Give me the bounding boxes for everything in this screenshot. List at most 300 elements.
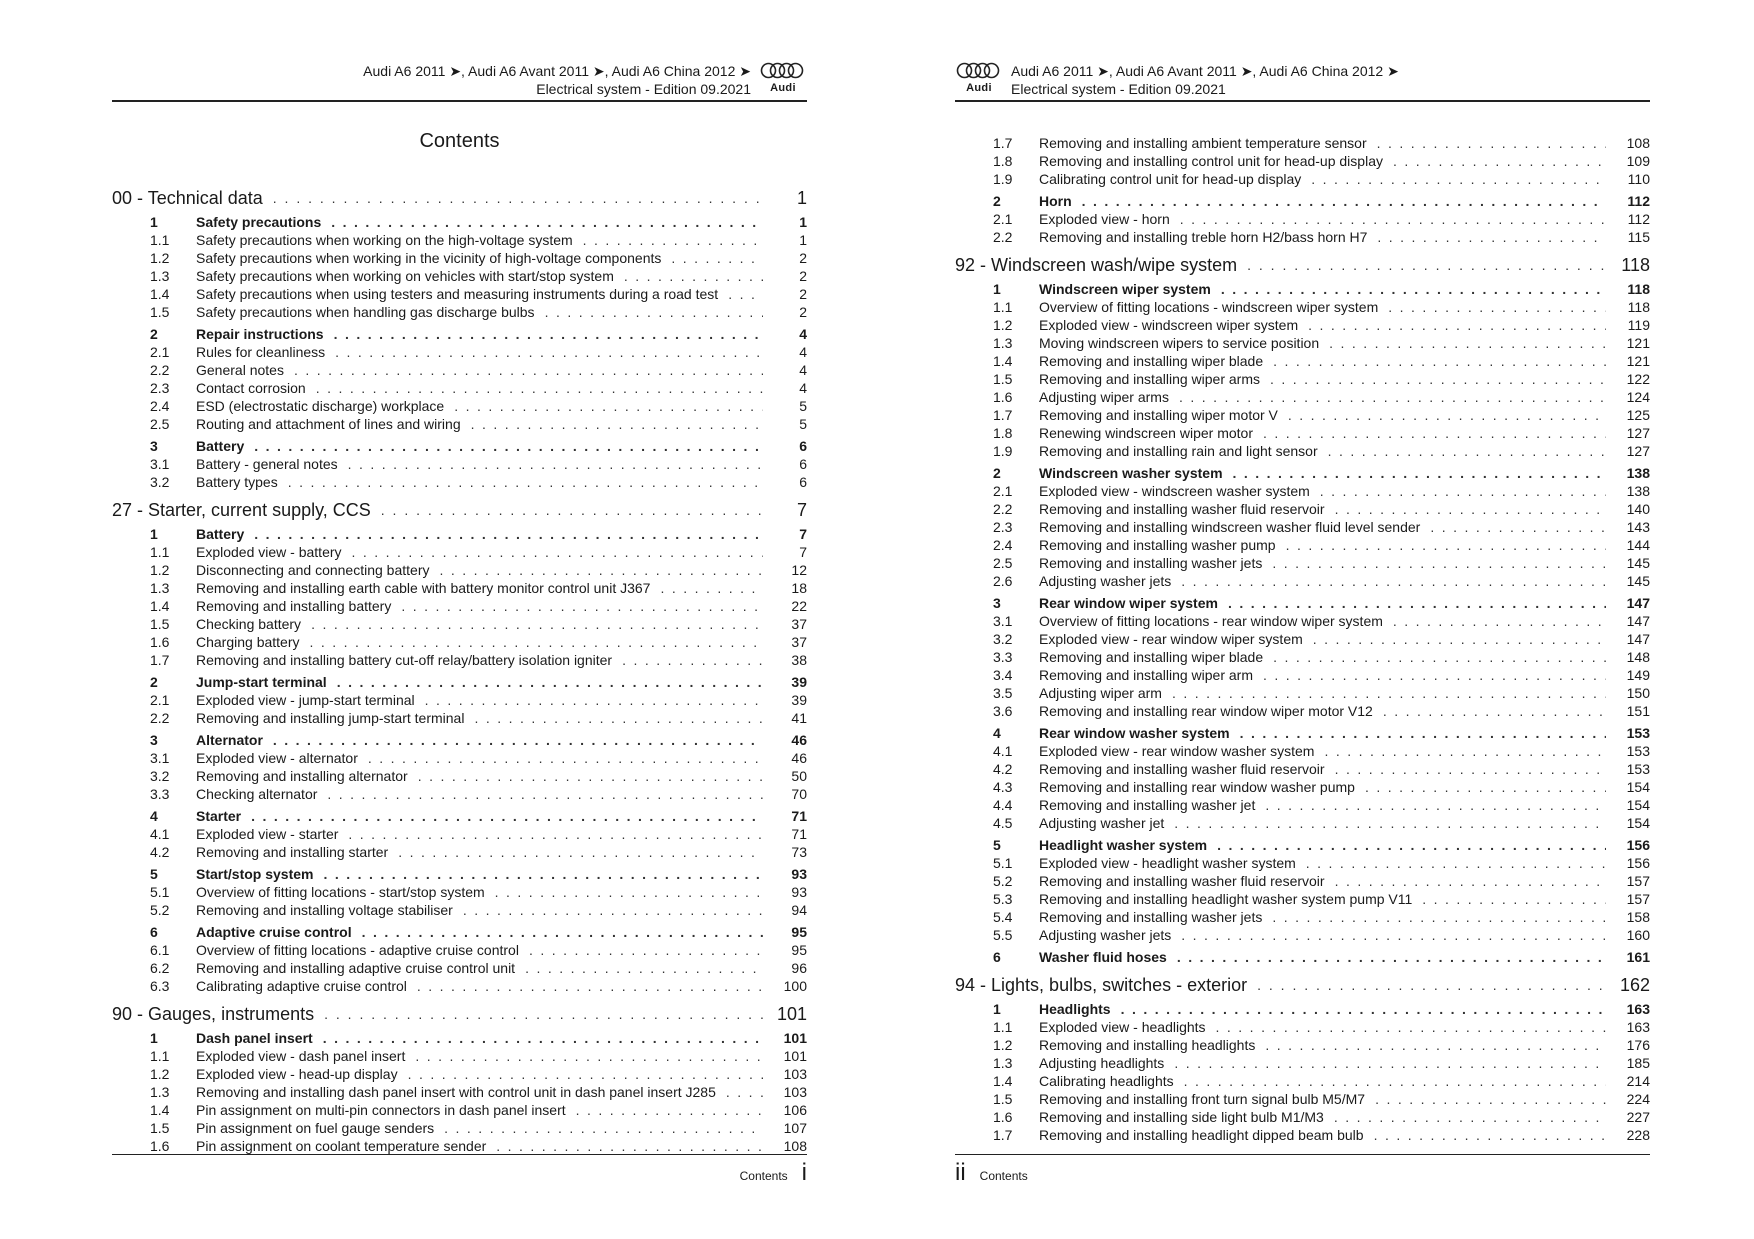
entry-title: Exploded view - headlight washer system [1039,855,1296,871]
entry-page: 46 [791,750,807,766]
entry-title: Washer fluid hoses [1039,949,1167,965]
dot-leader [381,499,763,521]
toc-entry[interactable] [112,231,807,249]
entry-title: Headlights [1039,1001,1111,1017]
toc-entry[interactable] [955,760,1650,778]
dot-leader [348,455,763,473]
toc-entry[interactable] [112,901,807,919]
entry-number: 4.1 [993,743,1013,759]
entry-page: 156 [1626,837,1650,853]
entry-page: 106 [783,1102,807,1118]
toc-list [112,179,807,1155]
entry-page: 18 [791,580,807,596]
entry-page: 70 [791,786,807,802]
entry-title: Charging battery [196,634,300,650]
dot-leader [418,767,763,785]
toc-entry[interactable] [112,691,807,709]
entry-page: 96 [791,960,807,976]
toc-section[interactable] [955,188,1650,210]
entry-title: Rear window washer system [1039,725,1230,741]
entry-number: 3.1 [150,750,170,766]
entry-title: Removing and installing alternator [196,768,408,784]
entry-page: 118 [1627,281,1650,297]
entry-number: 1.7 [993,135,1013,151]
dot-leader [1272,554,1606,572]
dot-leader [1286,536,1606,554]
entry-page: 37 [791,616,807,632]
dot-leader [1174,1054,1606,1072]
toc-entry[interactable] [955,778,1650,796]
toc-entry[interactable] [112,651,807,669]
toc-entry[interactable] [955,1072,1650,1090]
header-text [363,62,751,98]
entry-title: Adjusting wiper arm [1039,685,1162,701]
entry-number: 3.1 [993,613,1013,629]
entry-title: Adjusting washer jet [1039,815,1165,831]
toc-section[interactable] [112,521,807,543]
toc-chapter[interactable] [112,491,807,521]
entry-number: 1.8 [993,425,1013,441]
dot-leader [1308,316,1606,334]
dot-leader [323,1029,763,1047]
entry-page: 5 [799,416,807,432]
dot-leader [273,731,763,749]
toc-entry[interactable] [955,1036,1650,1054]
entry-title: 92 - Windscreen wash/wipe system [955,255,1238,275]
entry-number: 1.1 [993,1019,1013,1035]
dot-leader [324,1003,763,1025]
entry-page: 157 [1626,891,1650,907]
entry-title: Horn [1039,193,1072,209]
entry-number: 1.4 [150,598,170,614]
entry-number: 1 [150,526,158,542]
toc-entry[interactable] [955,210,1650,228]
toc-entry[interactable] [955,352,1650,370]
toc-entry[interactable] [112,597,807,615]
entry-page: 176 [1626,1037,1650,1053]
toc-section[interactable] [112,919,807,941]
dot-leader [417,977,763,995]
toc-entry[interactable] [955,648,1650,666]
toc-entry[interactable] [955,908,1650,926]
toc-section[interactable] [112,669,807,691]
entry-page: 160 [1626,927,1650,943]
entry-number: 1.5 [150,616,170,632]
entry-page: 38 [791,652,807,668]
entry-title: Removing and installing ambient temperature sensor [1039,135,1367,151]
footer-label: Contents [739,1169,788,1183]
entry-title: Repair instructions [196,326,324,342]
audi-logo-icon [759,62,807,94]
entry-number: 3 [150,732,158,748]
toc-entry[interactable] [955,612,1650,630]
toc-section[interactable] [112,803,807,825]
entry-page: 4 [799,326,807,342]
toc-entry[interactable] [112,843,807,861]
toc-section[interactable] [112,727,807,749]
entry-page: 95 [791,942,807,958]
footer-label: Contents [979,1169,1028,1183]
entry-number: 5.4 [993,909,1013,925]
toc-section[interactable] [955,996,1650,1018]
toc-entry[interactable] [112,1119,807,1137]
dot-leader [1228,594,1606,612]
entry-number: 1.1 [150,1048,170,1064]
entry-number: 1.4 [150,1102,170,1118]
toc-entry[interactable] [955,666,1650,684]
entry-title: Removing and installing jump-start terminal [196,710,465,726]
entry-number: 6 [993,949,1001,965]
toc-section[interactable] [955,832,1650,854]
dot-leader [1329,334,1606,352]
dot-leader [726,1083,763,1101]
entry-number: 1 [993,281,1001,297]
dot-leader [1265,796,1606,814]
dot-leader [1184,1072,1606,1090]
toc-entry[interactable] [955,388,1650,406]
logo-wordmark: Audi [770,82,796,94]
dot-leader [311,615,763,633]
entry-title: Removing and installing control unit for head-up display [1039,153,1383,169]
entry-number: 2.2 [150,710,170,726]
entry-number: 1.4 [993,1073,1013,1089]
entry-title: Overview of fitting locations - adaptive cruise control [196,942,519,958]
entry-page: 147 [1626,595,1650,611]
toc-section[interactable] [955,460,1650,482]
entry-title: Exploded view - rear window washer system [1039,743,1315,759]
toc-entry[interactable] [112,397,807,415]
entry-title: Removing and installing headlights [1039,1037,1256,1053]
entry-page: 5 [799,398,807,414]
dot-leader [1270,370,1606,388]
toc-entry[interactable] [955,1018,1650,1036]
toc-entry[interactable] [955,630,1650,648]
entry-page: 138 [1626,483,1650,499]
footer-rule [955,1154,1650,1155]
dot-leader [1273,352,1606,370]
entry-title: Rules for cleanliness [196,344,326,360]
entry-title: 00 - Technical data [112,188,263,208]
toc-entry[interactable] [112,473,807,491]
toc-entry[interactable] [112,285,807,303]
toc-entry[interactable] [112,379,807,397]
entry-page: 147 [1626,631,1650,647]
dot-leader [1174,814,1606,832]
entry-title: ESD (electrostatic discharge) workplace [196,398,445,414]
dot-leader [348,825,763,843]
entry-title: General notes [196,362,284,378]
entry-title: Adjusting wiper arms [1039,389,1169,405]
entry-title: 27 - Starter, current supply, CCS [112,500,371,520]
toc-entry[interactable] [112,543,807,561]
toc-entry[interactable] [112,709,807,727]
entry-page: 100 [783,978,807,994]
entry-number: 1.5 [993,1091,1013,1107]
toc-entry[interactable] [955,926,1650,944]
entry-title: Renewing windscreen wiper motor [1039,425,1253,441]
entry-page: 107 [783,1120,807,1136]
dot-leader [1311,170,1606,188]
dot-leader [1221,280,1606,298]
toc-entry[interactable] [955,170,1650,188]
entry-title: Alternator [196,732,263,748]
entry-page: 93 [791,866,807,882]
entry-title: Checking alternator [196,786,318,802]
entry-page: 6 [799,456,807,472]
toc-section[interactable] [112,433,807,455]
toc-entry[interactable] [955,1126,1650,1144]
entry-page: 94 [791,902,807,918]
toc-entry[interactable] [112,455,807,473]
entry-page: 112 [1627,211,1650,227]
entry-number: 1 [150,214,158,230]
entry-page: 143 [1626,519,1650,535]
entry-page: 108 [783,1138,807,1154]
entry-page: 7 [796,500,807,520]
entry-page: 162 [1619,975,1650,995]
entry-title: Removing and installing adaptive cruise control unit [196,960,516,976]
toc-entry[interactable] [112,1101,807,1119]
toc-entry[interactable] [112,977,807,995]
toc-entry[interactable] [955,334,1650,352]
toc-entry[interactable] [955,702,1650,720]
entry-number: 2.1 [993,483,1013,499]
entry-page: 121 [1626,353,1650,369]
entry-page: 138 [1626,465,1650,481]
dot-leader [1257,974,1606,996]
entry-page: 145 [1626,573,1650,589]
entry-page: 156 [1626,855,1650,871]
entry-title: Removing and installing wiper blade [1039,353,1264,369]
dot-leader [1335,760,1606,778]
toc-section[interactable] [112,1025,807,1047]
entry-page: 227 [1626,1109,1650,1125]
dot-leader [368,749,763,767]
toc-entry[interactable] [955,1054,1650,1072]
entry-title: Exploded view - windscreen washer system [1039,483,1310,499]
entry-page: 39 [791,674,807,690]
toc-entry[interactable] [955,442,1650,460]
toc-section[interactable] [955,944,1650,966]
toc-entry[interactable] [955,742,1650,760]
toc-entry[interactable] [112,561,807,579]
page-number: i [801,1159,807,1186]
toc-section[interactable] [955,276,1650,298]
toc-section[interactable] [112,321,807,343]
toc-entry[interactable] [955,482,1650,500]
toc-entry[interactable] [955,1108,1650,1126]
entry-title: Headlight washer system [1039,837,1208,853]
entry-number: 1.2 [993,317,1013,333]
header-rule [955,100,1650,102]
entry-number: 1.9 [993,171,1013,187]
toc-entry[interactable] [955,370,1650,388]
toc-entry[interactable] [112,1083,807,1101]
toc-entry[interactable] [955,872,1650,890]
toc-entry[interactable] [955,890,1650,908]
entry-number: 1.1 [993,299,1013,315]
dot-leader [1375,1090,1606,1108]
toc-list [955,134,1650,1144]
toc-entry[interactable] [955,814,1650,832]
toc-entry[interactable] [112,249,807,267]
entry-page: 101 [776,1004,807,1024]
entry-page: 119 [1627,317,1650,333]
toc-entry[interactable] [955,796,1650,814]
entry-page: 109 [1626,153,1650,169]
toc-entry[interactable] [112,825,807,843]
toc-entry[interactable] [955,500,1650,518]
entry-number: 3.2 [150,474,170,490]
toc-entry[interactable] [955,554,1650,572]
entry-page: 7 [799,544,807,560]
toc-entry[interactable] [955,536,1650,554]
toc-entry[interactable] [112,633,807,651]
entry-page: 118 [1621,255,1650,275]
dot-leader [454,397,763,415]
entry-title: Exploded view - dash panel insert [196,1048,406,1064]
toc-section[interactable] [112,861,807,883]
entry-number: 3 [993,595,1001,611]
entry-page: 4 [799,380,807,396]
toc-section[interactable] [112,209,807,231]
dot-leader [1313,630,1606,648]
toc-entry[interactable] [112,415,807,433]
dot-leader [1324,742,1606,760]
toc-entry[interactable] [112,767,807,785]
dot-leader [1273,648,1606,666]
toc-entry[interactable] [955,572,1650,590]
entry-number: 2.5 [993,555,1013,571]
entry-title: Contact corrosion [196,380,306,396]
toc-entry[interactable] [955,316,1650,334]
entry-number: 2.3 [150,380,170,396]
entry-page: 101 [783,1048,807,1064]
entry-title: Calibrating adaptive cruise control [196,978,407,994]
toc-entry[interactable] [955,228,1650,246]
toc-entry[interactable] [112,941,807,959]
toc-entry[interactable] [955,298,1650,316]
header-models: Audi A6 2011 ➤, Audi A6 Avant 2011 ➤, Audi A6 China 2012 ➤ [1011,63,1399,79]
dot-leader [316,379,763,397]
entry-title: Checking battery [196,616,302,632]
entry-number: 1.7 [993,407,1013,423]
toc-entry[interactable] [955,406,1650,424]
entry-page: 73 [791,844,807,860]
toc-entry[interactable] [112,959,807,977]
entry-title: Removing and installing wiper motor V [1039,407,1278,423]
entry-title: Removing and installing side light bulb M1/M3 [1039,1109,1324,1125]
entry-title: Exploded view - battery [196,544,342,560]
dot-leader [545,303,763,321]
entry-title: Safety precautions [196,214,322,230]
entry-title: Pin assignment on coolant temperature sender [196,1138,487,1154]
entry-number: 3 [150,438,158,454]
toc-entry[interactable] [112,1047,807,1065]
entry-title: Removing and installing washer jet [1039,797,1256,813]
toc-entry[interactable] [112,361,807,379]
page-header [363,62,807,98]
entry-number: 4 [150,808,158,824]
entry-page: 108 [1626,135,1650,151]
toc-entry[interactable] [112,1065,807,1083]
dot-leader [331,213,763,231]
toc-entry[interactable] [112,883,807,901]
dot-leader [1180,210,1606,228]
dot-leader [254,437,763,455]
entry-page: 157 [1626,873,1650,889]
entry-page: 151 [1626,703,1650,719]
entry-page: 154 [1626,779,1650,795]
toc-entry[interactable] [955,684,1650,702]
entry-number: 5.2 [150,902,170,918]
toc-entry[interactable] [112,615,807,633]
toc-entry[interactable] [112,749,807,767]
toc-entry[interactable] [112,785,807,803]
toc-entry[interactable] [955,424,1650,442]
toc-entry[interactable] [112,303,807,321]
entry-number: 1.4 [150,286,170,302]
toc-chapter[interactable] [955,966,1650,996]
entry-page: 1 [799,232,807,248]
entry-page: 50 [791,768,807,784]
toc-section[interactable] [955,590,1650,612]
toc-entry[interactable] [955,134,1650,152]
entry-number: 2 [150,326,158,342]
entry-number: 3.2 [993,631,1013,647]
dot-leader [495,883,763,901]
toc-chapter[interactable] [112,179,807,209]
toc-entry[interactable] [112,1137,807,1155]
entry-number: 2.4 [150,398,170,414]
dot-leader [1383,702,1606,720]
entry-title: Exploded view - horn [1039,211,1170,227]
dot-leader [273,187,763,209]
dot-leader [1328,442,1606,460]
dot-leader [728,285,763,303]
entry-number: 5.1 [150,884,170,900]
toc-entry[interactable] [955,1090,1650,1108]
toc-entry[interactable] [112,343,807,361]
entry-number: 1 [993,1001,1001,1017]
entry-page: 228 [1626,1127,1650,1143]
footer-rule [112,1154,807,1155]
toc-entry[interactable] [112,267,807,285]
toc-entry[interactable] [955,152,1650,170]
toc-entry[interactable] [955,518,1650,536]
dot-leader [1393,612,1606,630]
entry-title: Dash panel insert [196,1030,313,1046]
dot-leader [583,231,763,249]
dot-leader [471,415,763,433]
entry-page: 12 [791,562,807,578]
entry-number: 1.7 [993,1127,1013,1143]
dot-leader [1216,1018,1606,1036]
header-edition: Electrical system - Edition 09.2021 [536,81,751,97]
entry-number: 1.3 [993,335,1013,351]
toc-chapter[interactable] [112,995,807,1025]
entry-number: 6.3 [150,978,170,994]
entry-title: Safety precautions when working in the vicinity of high-voltage components [196,250,662,266]
toc-entry[interactable] [112,579,807,597]
toc-entry[interactable] [955,854,1650,872]
entry-page: 71 [791,808,807,824]
audi-logo-icon [955,62,1003,94]
toc-section[interactable] [955,720,1650,742]
entry-number: 4.4 [993,797,1013,813]
toc-chapter[interactable] [955,246,1650,276]
dot-leader [1365,778,1606,796]
